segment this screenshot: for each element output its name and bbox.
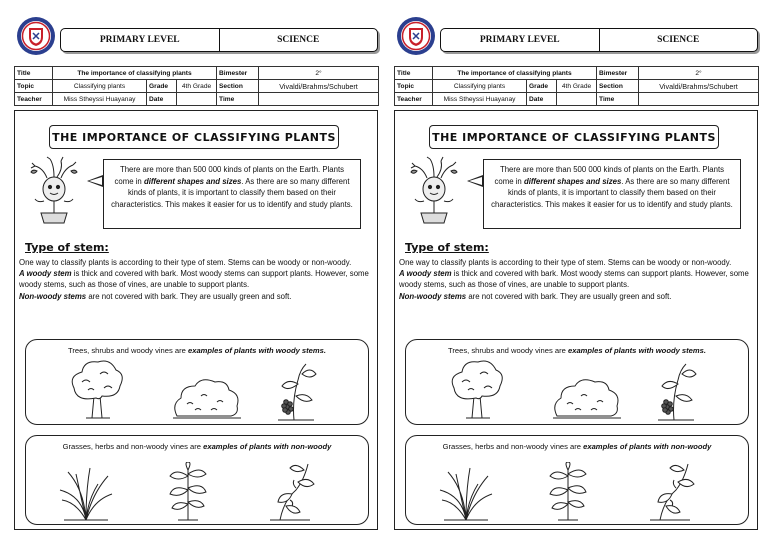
paragraph-non-woody: Non-woody stems are not covered with bark. They are usually green and soft. [19,291,292,301]
sheet-header [394,22,758,64]
non-woody-examples-box [25,435,369,525]
non-woody-vine-icon [646,460,696,522]
bimester-label: Bimester [597,67,639,80]
section-value: Vivaldi/Brahms/Schubert [639,80,759,93]
woody-examples-box [405,339,749,425]
section-label: Section [597,80,639,93]
teacher-label: Teacher [395,93,433,106]
topic-value: Classifying plants [433,80,527,93]
paragraph-woody: A woody stem is thick and covered with bark. Most woody stems can support plants. However, some woody stems, such as those of vines, are unable to support plants. [19,269,369,290]
bimester-value: 2° [259,67,379,80]
bimester-label: Bimester [217,67,259,80]
school-seal-icon [396,16,436,56]
teacher-value: Miss Stheyssi Huayanay [53,93,147,106]
non-woody-examples-box [405,435,749,525]
title-label: Title [15,67,53,80]
intro-box: There are more than 500 000 kinds of plants on the Earth. Plants come in different shapes and sizes. As there are so many different kinds of plants, it is important to classify them based on their characteristics. This makes it easier for us to identify and study plants. [483,159,741,229]
plant-character-icon [407,155,461,225]
worksheet-page [394,110,758,530]
section-heading: Type of stem: [25,241,109,254]
time-value[interactable] [259,93,379,106]
worksheet-page [14,110,378,530]
section-value: Vivaldi/Brahms/Schubert [259,80,379,93]
topic-label: Topic [15,80,53,93]
subject-label: SCIENCE [219,29,378,51]
worksheet-copy-left [14,22,378,532]
time-label: Time [597,93,639,106]
date-value[interactable] [177,93,217,106]
bimester-value: 2° [639,67,759,80]
non-woody-caption: Grasses, herbs and non-woody vines are examples of plants with non-woody [62,442,332,451]
teacher-label: Teacher [15,93,53,106]
grade-label: Grade [147,80,177,93]
worksheet-title: THE IMPORTANCE OF CLASSIFYING PLANTS [49,125,339,149]
table-row [395,80,759,93]
grade-value: 4th Grade [177,80,217,93]
paragraph-intro: One way to classify plants is according to their type of stem. Stems can be woody or non-woody. [399,258,732,267]
grade-value: 4th Grade [557,80,597,93]
date-value[interactable] [557,93,597,106]
info-table [394,66,759,106]
info-table [14,66,379,106]
date-label: Date [147,93,177,106]
title-value: The importance of classifying plants [433,67,597,80]
worksheet-copy-right [394,22,758,532]
woody-examples-box [25,339,369,425]
sheet-header [14,22,378,64]
title-value: The importance of classifying plants [53,67,217,80]
tree-icon [446,358,506,420]
non-woody-caption: Grasses, herbs and non-woody vines are examples of plants with non-woody [442,442,712,451]
shrub-icon [551,372,623,420]
woody-vine-icon [654,360,698,422]
table-row [15,80,379,93]
herb-icon [166,462,210,522]
intro-box: There are more than 500 000 kinds of plants on the Earth. Plants come in different shapes and sizes. As there are so many different kinds of plants, it is important to classify them based on their characteristics. This makes it easier for us to identify and study plants. [103,159,361,229]
subject-label: SCIENCE [599,29,758,51]
worksheet-title: THE IMPORTANCE OF CLASSIFYING PLANTS [429,125,719,149]
section-label: Section [217,80,259,93]
grass-icon [436,464,496,522]
plant-character-icon [27,155,81,225]
paragraph-woody: A woody stem is thick and covered with bark. Most woody stems can support plants. However, some woody stems, such as those of vines, are unable to support plants. [399,269,749,290]
table-row [15,67,379,80]
teacher-value: Miss Stheyssi Huayanay [433,93,527,106]
school-seal-icon [16,16,56,56]
level-subject-bar [60,28,378,52]
section-heading: Type of stem: [405,241,489,254]
time-value[interactable] [639,93,759,106]
table-row [395,93,759,106]
woody-caption: Trees, shrubs and woody vines are examples of plants with woody stems. [67,346,326,355]
grade-label: Grade [527,80,557,93]
woody-vine-icon [274,360,318,422]
table-row [395,67,759,80]
topic-value: Classifying plants [53,80,147,93]
paragraph-non-woody: Non-woody stems are not covered with bark. They are usually green and soft. [399,291,672,301]
stem-explanation [19,257,373,302]
shrub-icon [171,372,243,420]
time-label: Time [217,93,259,106]
grass-icon [56,464,116,522]
paragraph-intro: One way to classify plants is according to their type of stem. Stems can be woody or non-woody. [19,258,352,267]
stem-explanation [399,257,753,302]
non-woody-vine-icon [266,460,316,522]
topic-label: Topic [395,80,433,93]
table-row [15,93,379,106]
level-label: PRIMARY LEVEL [479,35,560,45]
level-label: PRIMARY LEVEL [99,35,180,45]
level-subject-bar [440,28,758,52]
tree-icon [66,358,126,420]
date-label: Date [527,93,557,106]
title-label: Title [395,67,433,80]
woody-caption: Trees, shrubs and woody vines are examples of plants with woody stems. [447,346,706,355]
herb-icon [546,462,590,522]
